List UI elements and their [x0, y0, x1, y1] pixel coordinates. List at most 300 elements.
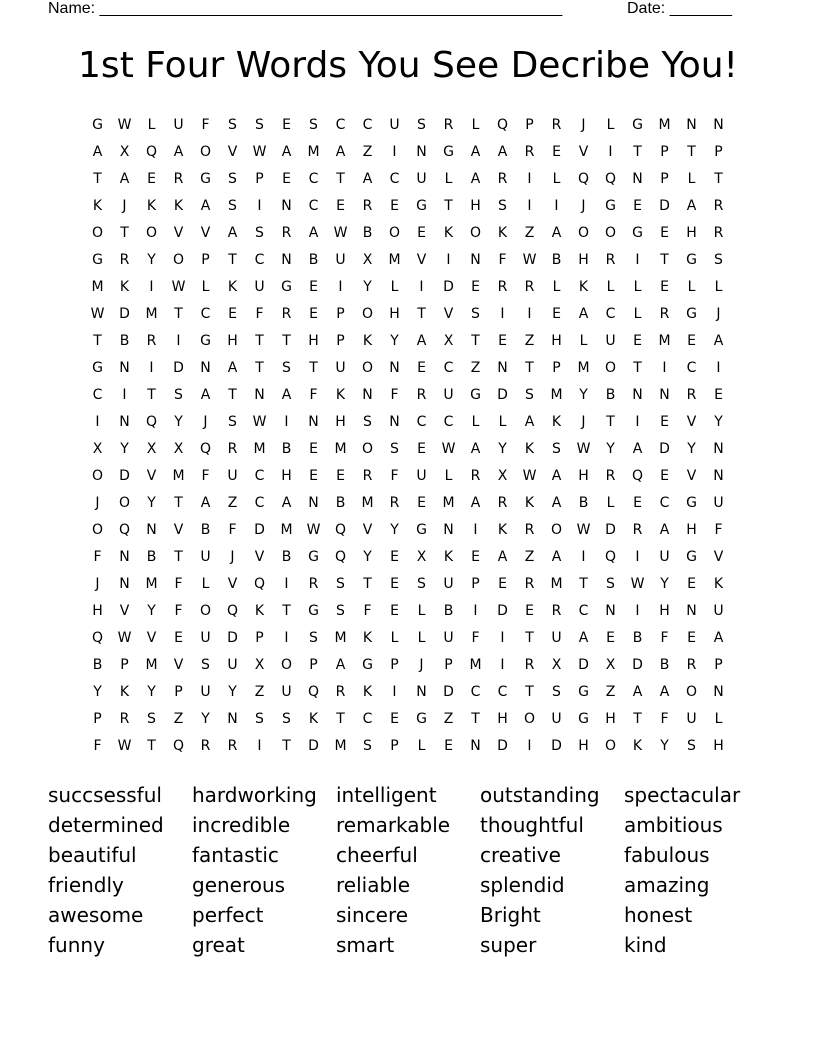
- grid-letter[interactable]: S: [174, 387, 183, 403]
- grid-letter[interactable]: F: [714, 522, 723, 538]
- grid-letter[interactable]: X: [497, 468, 508, 484]
- grid-letter[interactable]: A: [686, 198, 697, 214]
- grid-letter[interactable]: A: [362, 171, 373, 187]
- grid-letter[interactable]: L: [471, 414, 480, 430]
- grid-letter[interactable]: O: [91, 468, 104, 484]
- grid-letter[interactable]: Q: [334, 522, 347, 538]
- grid-letter[interactable]: E: [147, 171, 156, 187]
- grid-letter[interactable]: L: [417, 603, 426, 619]
- grid-letter[interactable]: B: [308, 252, 319, 268]
- grid-letter[interactable]: U: [335, 252, 346, 268]
- grid-letter[interactable]: A: [173, 144, 184, 160]
- grid-letter[interactable]: O: [604, 360, 617, 376]
- grid-letter[interactable]: R: [281, 225, 292, 241]
- grid-letter[interactable]: O: [469, 225, 482, 241]
- grid-letter[interactable]: M: [145, 657, 158, 673]
- grid-letter[interactable]: N: [362, 387, 373, 403]
- grid-letter[interactable]: R: [200, 738, 211, 754]
- grid-letter[interactable]: M: [253, 441, 266, 457]
- grid-letter[interactable]: E: [309, 468, 318, 484]
- grid-letter[interactable]: O: [361, 360, 374, 376]
- grid-letter[interactable]: B: [578, 495, 589, 511]
- grid-letter[interactable]: Z: [524, 333, 535, 349]
- grid-letter[interactable]: L: [417, 738, 426, 754]
- grid-letter[interactable]: C: [605, 306, 616, 322]
- grid-letter[interactable]: G: [308, 549, 319, 565]
- grid-letter[interactable]: T: [444, 198, 453, 214]
- grid-letter[interactable]: T: [93, 171, 102, 187]
- grid-letter[interactable]: R: [362, 468, 373, 484]
- grid-letter[interactable]: V: [362, 522, 373, 538]
- grid-letter[interactable]: T: [363, 576, 372, 592]
- grid-letter[interactable]: I: [257, 198, 262, 214]
- grid-letter[interactable]: N: [686, 603, 697, 619]
- grid-letter[interactable]: O: [523, 711, 536, 727]
- grid-letter[interactable]: K: [497, 522, 508, 538]
- grid-letter[interactable]: N: [443, 522, 454, 538]
- grid-letter[interactable]: A: [632, 684, 643, 700]
- grid-letter[interactable]: P: [201, 252, 210, 268]
- grid-letter[interactable]: Y: [147, 684, 156, 700]
- grid-letter[interactable]: J: [581, 414, 586, 430]
- grid-letter[interactable]: Q: [334, 549, 347, 565]
- grid-letter[interactable]: Y: [687, 441, 696, 457]
- grid-letter[interactable]: D: [308, 738, 319, 754]
- grid-letter[interactable]: U: [713, 603, 724, 619]
- grid-letter[interactable]: P: [660, 171, 669, 187]
- grid-letter[interactable]: O: [577, 225, 590, 241]
- grid-letter[interactable]: I: [473, 603, 478, 619]
- grid-letter[interactable]: Y: [363, 279, 372, 295]
- grid-letter[interactable]: C: [254, 495, 265, 511]
- grid-letter[interactable]: F: [498, 252, 507, 268]
- grid-letter[interactable]: Q: [118, 522, 131, 538]
- grid-letter[interactable]: K: [227, 279, 238, 295]
- grid-letter[interactable]: J: [581, 117, 586, 133]
- grid-letter[interactable]: N: [605, 603, 616, 619]
- grid-letter[interactable]: I: [500, 630, 505, 646]
- grid-letter[interactable]: B: [119, 333, 130, 349]
- grid-letter[interactable]: R: [362, 198, 373, 214]
- grid-letter[interactable]: S: [255, 711, 264, 727]
- grid-letter[interactable]: B: [281, 441, 292, 457]
- grid-letter[interactable]: P: [660, 144, 669, 160]
- grid-letter[interactable]: G: [200, 171, 211, 187]
- grid-letter[interactable]: K: [119, 279, 130, 295]
- grid-letter[interactable]: T: [471, 333, 480, 349]
- grid-letter[interactable]: U: [200, 630, 211, 646]
- grid-letter[interactable]: H: [686, 522, 697, 538]
- grid-letter[interactable]: R: [605, 468, 616, 484]
- grid-letter[interactable]: F: [255, 306, 264, 322]
- grid-letter[interactable]: Q: [253, 576, 266, 592]
- grid-letter[interactable]: L: [687, 171, 696, 187]
- grid-letter[interactable]: I: [284, 576, 289, 592]
- grid-letter[interactable]: M: [658, 117, 671, 133]
- grid-letter[interactable]: T: [255, 360, 264, 376]
- grid-letter[interactable]: R: [524, 657, 535, 673]
- grid-letter[interactable]: Z: [524, 225, 535, 241]
- grid-letter[interactable]: H: [659, 603, 670, 619]
- grid-letter[interactable]: R: [524, 144, 535, 160]
- grid-letter[interactable]: V: [578, 144, 589, 160]
- grid-letter[interactable]: T: [336, 171, 345, 187]
- grid-letter[interactable]: A: [200, 495, 211, 511]
- grid-letter[interactable]: I: [284, 630, 289, 646]
- grid-letter[interactable]: V: [713, 549, 724, 565]
- grid-letter[interactable]: F: [201, 468, 210, 484]
- grid-letter[interactable]: P: [714, 144, 723, 160]
- grid-letter[interactable]: L: [714, 711, 723, 727]
- grid-letter[interactable]: P: [471, 576, 480, 592]
- grid-letter[interactable]: U: [227, 468, 238, 484]
- grid-letter[interactable]: C: [362, 117, 373, 133]
- grid-letter[interactable]: S: [309, 630, 318, 646]
- grid-letter[interactable]: R: [686, 657, 697, 673]
- grid-letter[interactable]: T: [660, 252, 669, 268]
- grid-letter[interactable]: H: [578, 468, 589, 484]
- grid-letter[interactable]: T: [120, 225, 129, 241]
- grid-letter[interactable]: E: [444, 738, 453, 754]
- grid-letter[interactable]: K: [524, 441, 535, 457]
- grid-letter[interactable]: B: [605, 387, 616, 403]
- grid-letter[interactable]: N: [200, 360, 211, 376]
- grid-letter[interactable]: S: [687, 738, 696, 754]
- grid-letter[interactable]: K: [713, 576, 724, 592]
- grid-letter[interactable]: R: [146, 333, 157, 349]
- grid-letter[interactable]: F: [174, 603, 183, 619]
- grid-letter[interactable]: C: [686, 360, 697, 376]
- grid-letter[interactable]: K: [632, 738, 643, 754]
- grid-letter[interactable]: L: [471, 117, 480, 133]
- grid-letter[interactable]: F: [660, 711, 669, 727]
- grid-letter[interactable]: G: [362, 657, 373, 673]
- grid-letter[interactable]: J: [122, 198, 127, 214]
- grid-letter[interactable]: G: [578, 711, 589, 727]
- grid-letter[interactable]: A: [308, 225, 319, 241]
- grid-letter[interactable]: O: [550, 522, 563, 538]
- grid-letter[interactable]: E: [417, 495, 426, 511]
- grid-letter[interactable]: Y: [363, 549, 372, 565]
- grid-letter[interactable]: G: [281, 279, 292, 295]
- grid-letter[interactable]: L: [201, 279, 210, 295]
- grid-letter[interactable]: A: [524, 414, 535, 430]
- grid-letter[interactable]: G: [416, 711, 427, 727]
- grid-letter[interactable]: G: [605, 198, 616, 214]
- grid-letter[interactable]: U: [416, 171, 427, 187]
- grid-letter[interactable]: Y: [606, 441, 615, 457]
- grid-letter[interactable]: W: [333, 225, 348, 241]
- grid-letter[interactable]: K: [362, 333, 373, 349]
- grid-letter[interactable]: E: [498, 333, 507, 349]
- grid-letter[interactable]: N: [227, 711, 238, 727]
- grid-letter[interactable]: G: [416, 522, 427, 538]
- grid-letter[interactable]: M: [334, 630, 347, 646]
- grid-letter[interactable]: N: [470, 252, 481, 268]
- letter-grid[interactable]: [84, 112, 732, 760]
- grid-letter[interactable]: I: [473, 522, 478, 538]
- grid-letter[interactable]: D: [443, 684, 454, 700]
- grid-letter[interactable]: Y: [228, 684, 237, 700]
- grid-letter[interactable]: L: [444, 171, 453, 187]
- grid-letter[interactable]: D: [173, 360, 184, 376]
- grid-letter[interactable]: Y: [498, 441, 507, 457]
- grid-letter[interactable]: S: [255, 117, 264, 133]
- grid-letter[interactable]: L: [714, 279, 723, 295]
- grid-letter[interactable]: X: [605, 657, 616, 673]
- grid-letter[interactable]: U: [254, 279, 265, 295]
- grid-letter[interactable]: P: [714, 657, 723, 673]
- grid-letter[interactable]: J: [419, 657, 424, 673]
- grid-letter[interactable]: F: [228, 522, 237, 538]
- grid-letter[interactable]: U: [551, 630, 562, 646]
- grid-letter[interactable]: A: [470, 171, 481, 187]
- grid-letter[interactable]: P: [255, 630, 264, 646]
- grid-letter[interactable]: R: [119, 711, 130, 727]
- grid-letter[interactable]: B: [659, 657, 670, 673]
- grid-letter[interactable]: E: [309, 306, 318, 322]
- grid-letter[interactable]: E: [552, 306, 561, 322]
- grid-letter[interactable]: B: [335, 495, 346, 511]
- grid-letter[interactable]: W: [117, 738, 132, 754]
- grid-letter[interactable]: M: [145, 576, 158, 592]
- grid-letter[interactable]: R: [281, 306, 292, 322]
- grid-letter[interactable]: A: [632, 441, 643, 457]
- grid-letter[interactable]: H: [497, 711, 508, 727]
- grid-letter[interactable]: E: [714, 387, 723, 403]
- grid-letter[interactable]: L: [201, 576, 210, 592]
- grid-letter[interactable]: P: [93, 711, 102, 727]
- grid-letter[interactable]: N: [497, 360, 508, 376]
- grid-letter[interactable]: P: [390, 657, 399, 673]
- grid-letter[interactable]: C: [335, 117, 346, 133]
- grid-letter[interactable]: K: [146, 198, 157, 214]
- grid-letter[interactable]: K: [497, 225, 508, 241]
- grid-letter[interactable]: R: [686, 387, 697, 403]
- grid-letter[interactable]: I: [527, 171, 532, 187]
- grid-letter[interactable]: S: [471, 306, 480, 322]
- grid-letter[interactable]: Q: [145, 414, 158, 430]
- grid-letter[interactable]: R: [659, 306, 670, 322]
- grid-letter[interactable]: S: [309, 117, 318, 133]
- grid-letter[interactable]: C: [254, 252, 265, 268]
- grid-letter[interactable]: M: [550, 387, 563, 403]
- grid-letter[interactable]: Y: [660, 738, 669, 754]
- grid-letter[interactable]: X: [443, 333, 454, 349]
- grid-letter[interactable]: R: [605, 252, 616, 268]
- grid-letter[interactable]: T: [633, 360, 642, 376]
- grid-letter[interactable]: S: [714, 252, 723, 268]
- grid-letter[interactable]: Q: [604, 171, 617, 187]
- grid-letter[interactable]: K: [92, 198, 103, 214]
- grid-letter[interactable]: R: [227, 738, 238, 754]
- grid-letter[interactable]: L: [687, 279, 696, 295]
- grid-letter[interactable]: I: [527, 738, 532, 754]
- grid-letter[interactable]: E: [633, 198, 642, 214]
- grid-letter[interactable]: S: [363, 738, 372, 754]
- grid-letter[interactable]: I: [122, 387, 127, 403]
- grid-letter[interactable]: N: [308, 414, 319, 430]
- grid-letter[interactable]: N: [281, 252, 292, 268]
- grid-letter[interactable]: A: [200, 387, 211, 403]
- grid-letter[interactable]: C: [308, 171, 319, 187]
- grid-letter[interactable]: N: [119, 576, 130, 592]
- grid-letter[interactable]: K: [524, 495, 535, 511]
- grid-letter[interactable]: O: [145, 225, 158, 241]
- grid-letter[interactable]: D: [497, 387, 508, 403]
- grid-letter[interactable]: R: [713, 225, 724, 241]
- grid-letter[interactable]: E: [417, 441, 426, 457]
- grid-letter[interactable]: F: [309, 387, 318, 403]
- grid-letter[interactable]: R: [227, 441, 238, 457]
- grid-letter[interactable]: O: [280, 657, 293, 673]
- grid-letter[interactable]: L: [606, 279, 615, 295]
- grid-letter[interactable]: I: [95, 414, 100, 430]
- grid-letter[interactable]: E: [282, 171, 291, 187]
- grid-letter[interactable]: P: [336, 333, 345, 349]
- grid-letter[interactable]: D: [497, 738, 508, 754]
- grid-letter[interactable]: N: [470, 738, 481, 754]
- grid-letter[interactable]: I: [500, 657, 505, 673]
- grid-letter[interactable]: F: [363, 603, 372, 619]
- grid-letter[interactable]: I: [635, 603, 640, 619]
- grid-letter[interactable]: V: [146, 630, 157, 646]
- grid-letter[interactable]: L: [417, 630, 426, 646]
- grid-letter[interactable]: N: [713, 117, 724, 133]
- grid-letter[interactable]: A: [416, 333, 427, 349]
- grid-letter[interactable]: O: [118, 495, 131, 511]
- grid-letter[interactable]: Q: [604, 549, 617, 565]
- grid-letter[interactable]: H: [605, 711, 616, 727]
- grid-letter[interactable]: A: [551, 468, 562, 484]
- grid-letter[interactable]: M: [280, 522, 293, 538]
- grid-letter[interactable]: N: [119, 414, 130, 430]
- grid-letter[interactable]: D: [227, 630, 238, 646]
- grid-letter[interactable]: P: [525, 117, 534, 133]
- grid-letter[interactable]: G: [686, 306, 697, 322]
- grid-letter[interactable]: D: [254, 522, 265, 538]
- grid-letter[interactable]: W: [252, 414, 267, 430]
- grid-letter[interactable]: I: [500, 306, 505, 322]
- grid-letter[interactable]: I: [527, 198, 532, 214]
- grid-letter[interactable]: P: [390, 738, 399, 754]
- grid-letter[interactable]: I: [581, 549, 586, 565]
- grid-letter[interactable]: R: [524, 576, 535, 592]
- grid-letter[interactable]: U: [443, 576, 454, 592]
- grid-letter[interactable]: C: [659, 495, 670, 511]
- grid-letter[interactable]: K: [119, 684, 130, 700]
- grid-letter[interactable]: C: [443, 414, 454, 430]
- grid-letter[interactable]: C: [92, 387, 103, 403]
- grid-letter[interactable]: H: [551, 333, 562, 349]
- grid-letter[interactable]: T: [633, 711, 642, 727]
- grid-letter[interactable]: O: [685, 684, 698, 700]
- grid-letter[interactable]: O: [199, 603, 212, 619]
- grid-letter[interactable]: V: [686, 468, 697, 484]
- grid-letter[interactable]: E: [282, 117, 291, 133]
- grid-letter[interactable]: S: [336, 603, 345, 619]
- grid-letter[interactable]: B: [200, 522, 211, 538]
- grid-letter[interactable]: Y: [714, 414, 723, 430]
- grid-letter[interactable]: R: [119, 252, 130, 268]
- grid-letter[interactable]: I: [257, 738, 262, 754]
- grid-letter[interactable]: D: [119, 306, 130, 322]
- grid-letter[interactable]: C: [254, 468, 265, 484]
- grid-letter[interactable]: I: [419, 279, 424, 295]
- grid-letter[interactable]: Q: [145, 144, 158, 160]
- grid-letter[interactable]: I: [149, 360, 154, 376]
- grid-letter[interactable]: H: [92, 603, 103, 619]
- grid-letter[interactable]: M: [334, 441, 347, 457]
- grid-letter[interactable]: W: [576, 441, 591, 457]
- grid-letter[interactable]: U: [605, 333, 616, 349]
- grid-letter[interactable]: G: [443, 144, 454, 160]
- grid-letter[interactable]: E: [471, 279, 480, 295]
- grid-letter[interactable]: M: [658, 333, 671, 349]
- grid-letter[interactable]: O: [172, 252, 185, 268]
- grid-letter[interactable]: X: [173, 441, 184, 457]
- grid-letter[interactable]: R: [497, 279, 508, 295]
- grid-letter[interactable]: E: [660, 414, 669, 430]
- grid-letter[interactable]: O: [604, 225, 617, 241]
- grid-letter[interactable]: N: [389, 414, 400, 430]
- grid-letter[interactable]: A: [659, 522, 670, 538]
- grid-letter[interactable]: H: [686, 225, 697, 241]
- grid-letter[interactable]: T: [282, 603, 291, 619]
- grid-letter[interactable]: L: [390, 630, 399, 646]
- grid-letter[interactable]: J: [95, 495, 100, 511]
- grid-letter[interactable]: U: [335, 360, 346, 376]
- grid-letter[interactable]: O: [91, 225, 104, 241]
- grid-letter[interactable]: T: [174, 549, 183, 565]
- grid-letter[interactable]: K: [578, 279, 589, 295]
- grid-letter[interactable]: E: [552, 144, 561, 160]
- grid-letter[interactable]: U: [551, 711, 562, 727]
- grid-letter[interactable]: I: [608, 144, 613, 160]
- grid-letter[interactable]: G: [92, 117, 103, 133]
- grid-letter[interactable]: A: [281, 495, 292, 511]
- grid-letter[interactable]: E: [174, 630, 183, 646]
- date-line[interactable]: Date: _______: [627, 0, 732, 17]
- grid-letter[interactable]: H: [470, 198, 481, 214]
- grid-letter[interactable]: D: [119, 468, 130, 484]
- grid-letter[interactable]: H: [578, 738, 589, 754]
- grid-letter[interactable]: V: [119, 603, 130, 619]
- grid-letter[interactable]: R: [551, 603, 562, 619]
- grid-letter[interactable]: L: [633, 306, 642, 322]
- grid-letter[interactable]: N: [119, 549, 130, 565]
- grid-letter[interactable]: C: [362, 711, 373, 727]
- grid-letter[interactable]: L: [390, 279, 399, 295]
- grid-letter[interactable]: R: [335, 684, 346, 700]
- grid-letter[interactable]: G: [92, 252, 103, 268]
- grid-letter[interactable]: Q: [91, 630, 104, 646]
- grid-letter[interactable]: S: [336, 576, 345, 592]
- grid-letter[interactable]: Q: [226, 603, 239, 619]
- grid-letter[interactable]: N: [308, 495, 319, 511]
- grid-letter[interactable]: T: [471, 711, 480, 727]
- grid-letter[interactable]: A: [227, 225, 238, 241]
- grid-letter[interactable]: T: [687, 144, 696, 160]
- grid-letter[interactable]: P: [336, 306, 345, 322]
- grid-letter[interactable]: B: [92, 657, 103, 673]
- grid-letter[interactable]: G: [470, 387, 481, 403]
- grid-letter[interactable]: R: [713, 198, 724, 214]
- grid-letter[interactable]: U: [200, 684, 211, 700]
- grid-letter[interactable]: Q: [631, 468, 644, 484]
- grid-letter[interactable]: Y: [147, 252, 156, 268]
- grid-letter[interactable]: O: [388, 225, 401, 241]
